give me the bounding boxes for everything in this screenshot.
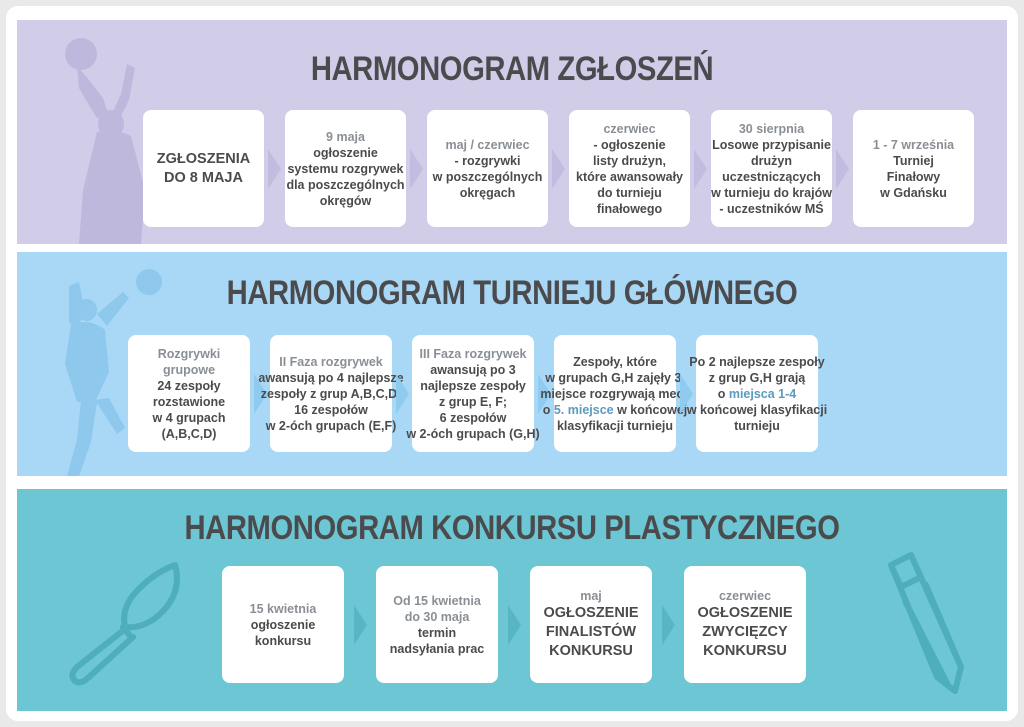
pencil-icon	[869, 547, 979, 697]
art-contest-step-card	[222, 566, 344, 683]
highlight-text: miejsca 1-4	[728, 386, 797, 401]
tournament-phase-card	[258, 335, 404, 452]
card-text-line: systemu rozgrywek	[287, 161, 404, 176]
card-date-text: maj	[580, 589, 602, 603]
card-date-text: III Faza rozgrywek	[419, 346, 527, 361]
registration-step-card	[569, 110, 690, 227]
card-date-text: maj / czerwiec	[445, 137, 530, 152]
art-contest-schedule-title: HARMONOGRAM KONKURSU PLASTYCZNEGO	[184, 509, 840, 547]
registration-step-card	[711, 110, 832, 227]
step-connector	[548, 149, 569, 189]
card-text-line: OGŁOSZENIE	[697, 605, 793, 621]
art-contest-step-card	[684, 566, 806, 683]
card-text-line: ogłoszenie	[313, 145, 378, 160]
card-text-line: w turnieju do krajów	[711, 185, 832, 200]
card-text-line: w grupach G,H zajęły 3.	[545, 370, 685, 385]
card-text-line: Losowe przypisanie	[712, 137, 831, 152]
card-text-line: ZGŁOSZENIA	[156, 150, 251, 167]
card-date-text: II Faza rozgrywek	[279, 354, 383, 369]
card-text-line: ogłoszenie	[250, 617, 316, 632]
registration-steps	[143, 110, 974, 227]
card-text-line: KONKURSU	[549, 643, 633, 659]
main-tournament-schedule-title: HARMONOGRAM TURNIEJU GŁÓWNEGO	[226, 274, 798, 312]
card-text-line: Zespoły, które	[573, 354, 657, 369]
chevron-right-icon	[508, 605, 521, 645]
step-connector	[690, 149, 711, 189]
tournament-phase-card	[540, 335, 690, 452]
card-text-line: z grup E, F;	[438, 394, 508, 409]
card-text: w końcowej	[613, 402, 688, 417]
chevron-right-icon	[396, 374, 409, 414]
card-date-text: do 30 maja	[404, 609, 470, 624]
card-date-text: czerwiec	[603, 121, 656, 136]
chevron-right-icon	[410, 149, 423, 189]
card-text-line: awansują po 3	[430, 362, 516, 377]
card-text-line: Po 2 najlepsze zespoły	[689, 354, 825, 369]
registration-step-card	[853, 110, 974, 227]
card-text-line: klasyfikacji turnieju	[556, 418, 674, 433]
art-contest-schedule-section	[17, 489, 1007, 711]
card-text-line: - uczestników MŚ	[719, 201, 824, 216]
card-text-line: miejsce rozgrywają mecz	[540, 386, 690, 401]
schedule-sheet	[6, 6, 1018, 721]
card-text-line: 6 zespołów	[439, 410, 507, 425]
card-text-line: finałowego	[596, 201, 663, 216]
registration-step-card	[143, 110, 264, 227]
card-text-line: turnieju	[734, 418, 780, 433]
card-text-line: drużyn	[751, 153, 792, 168]
card-text-line: okręgach	[459, 185, 516, 200]
card-date-text: 9 maja	[326, 129, 365, 144]
card-date-text: 30 sierpnia	[738, 121, 805, 136]
tournament-phase-card	[686, 335, 828, 452]
card-date-text: 15 kwietnia	[249, 601, 317, 616]
card-text-line: (A,B,C,D)	[161, 426, 217, 441]
card-text-line: w Gdańsku	[880, 185, 947, 200]
card-text-line: w poszczególnych	[432, 169, 543, 184]
chevron-right-icon	[552, 149, 565, 189]
card-text-line: nadsyłania prac	[389, 641, 485, 656]
card-text: o	[542, 402, 554, 417]
chevron-right-icon	[836, 149, 849, 189]
highlight-text: 5. miejsce	[553, 402, 614, 417]
card-text-line: Turniej	[893, 153, 934, 168]
card-text-line: najlepsze zespoły	[420, 378, 526, 393]
tournament-phase-card	[406, 335, 540, 452]
card-text-line: okręgów	[319, 193, 372, 208]
card-text-line: - ogłoszenie	[593, 137, 666, 152]
card-text-line: dla poszczególnych	[286, 177, 405, 192]
card-text-line: OGŁOSZENIE	[543, 605, 639, 621]
card-text-line: FINALISTÓW	[545, 624, 637, 640]
step-connector	[392, 374, 412, 414]
card-text-line: Finałowy	[886, 169, 941, 184]
card-text-line: w 2-óch grupach (E,F)	[265, 418, 397, 433]
main-tournament-steps	[128, 335, 828, 452]
card-text-line: konkursu	[254, 633, 312, 648]
card-date-text: Rozgrywki	[157, 346, 221, 361]
tournament-phase-card	[128, 335, 250, 452]
chevron-right-icon	[354, 605, 367, 645]
card-text-line: 24 zespoły	[157, 378, 221, 393]
chevron-right-icon	[268, 149, 281, 189]
card-text-line: - rozgrywki	[454, 153, 521, 168]
step-connector	[652, 605, 684, 645]
card-text-line	[543, 402, 688, 418]
card-text-line: KONKURSU	[703, 643, 787, 659]
card-text-line: listy drużyn,	[593, 153, 666, 168]
step-connector	[264, 149, 285, 189]
registration-step-card	[427, 110, 548, 227]
card-text-line: w 4 grupach	[152, 410, 226, 425]
card-date-text: grupowe	[162, 362, 216, 377]
card-text-line: awansują po 4 najlepsze	[258, 370, 404, 385]
registration-step-card	[285, 110, 406, 227]
card-text-line: w końcowej klasyfikacji	[686, 402, 828, 417]
chevron-right-icon	[662, 605, 675, 645]
card-date-text: Od 15 kwietnia	[393, 593, 481, 608]
step-connector	[832, 149, 853, 189]
card-text-line: z grup G,H grają	[708, 370, 806, 385]
chevron-right-icon	[694, 149, 707, 189]
main-tournament-schedule-section	[17, 252, 1007, 476]
card-text-line: 16 zespołów	[294, 402, 368, 417]
card-text-line: które awansowały	[576, 169, 683, 184]
step-connector	[344, 605, 376, 645]
card-text-line: DO 8 MAJA	[164, 169, 243, 186]
registration-schedule-section	[17, 20, 1007, 244]
card-text-line: termin	[417, 625, 457, 640]
step-connector	[498, 605, 530, 645]
art-contest-step-card	[530, 566, 652, 683]
card-text-line: uczestniczących	[722, 169, 821, 184]
card-text-line	[718, 386, 797, 402]
paintbrush-icon	[55, 557, 195, 687]
card-text-line: rozstawione	[152, 394, 226, 409]
step-connector	[406, 149, 427, 189]
card-text: o	[717, 386, 729, 401]
card-text-line: ZWYCIĘZCY	[702, 624, 788, 640]
card-text-line: do turnieju	[597, 185, 662, 200]
art-contest-steps	[222, 566, 806, 683]
card-date-text: 1 - 7 września	[872, 137, 955, 152]
card-text-line: w 2-óch grupach (G,H)	[406, 426, 540, 441]
card-date-text: czerwiec	[718, 589, 772, 603]
card-text-line: zespoły z grup A,B,C,D;	[260, 386, 402, 401]
registration-schedule-title: HARMONOGRAM ZGŁOSZEŃ	[310, 50, 714, 88]
art-contest-step-card	[376, 566, 498, 683]
